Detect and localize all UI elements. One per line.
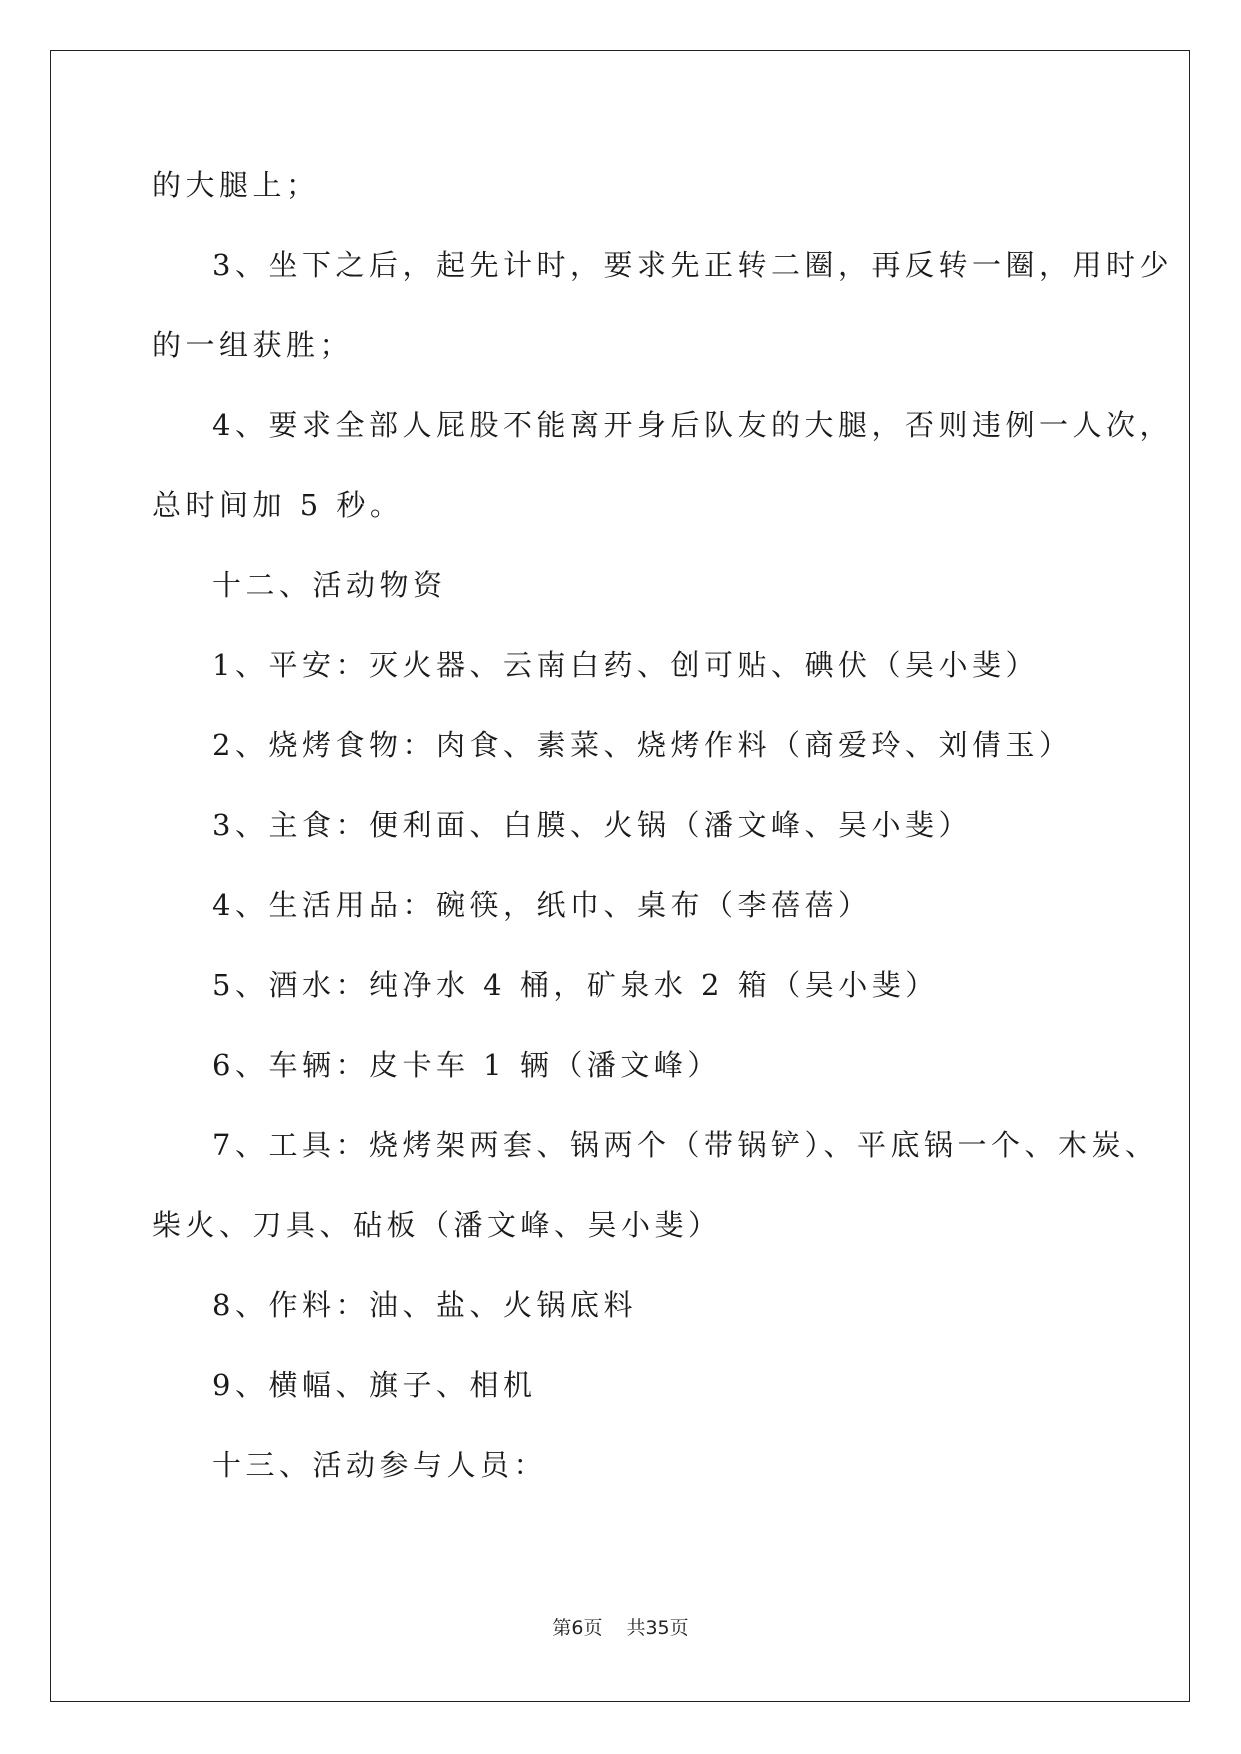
text-line: 8、作料：油、盐、火锅底料 (212, 1288, 637, 1322)
text-line: 4、生活用品：碗筷，纸巾、桌布（李蓓蓓） (212, 888, 872, 922)
text-line: 9、横幅、旗子、相机 (212, 1368, 537, 1402)
text-line: 7、工具：烧烤架两套、锅两个（带锅铲）、平底锅一个、木炭、 (212, 1128, 1159, 1162)
text-line: 的大腿上； (152, 168, 320, 202)
footer-total-prefix: 共 (626, 1617, 646, 1639)
text-line: 3、坐下之后，起先计时，要求先正转二圈，再反转一圈，用时少 (212, 248, 1173, 282)
footer-page-number: 6 (571, 1617, 584, 1639)
text-line: 3、主食：便利面、白膜、火锅（潘文峰、吴小斐） (212, 808, 972, 842)
text-line: 4、要求全部人屁股不能离开身后队友的大腿，否则违例一人次， (212, 408, 1173, 442)
text-line: 2、烧烤食物：肉食、素菜、烧烤作料（商爱玲、刘倩玉） (212, 728, 1073, 762)
text-line: 6、车辆：皮卡车 1 辆（潘文峰） (212, 1048, 721, 1082)
footer-page-prefix: 第 (552, 1617, 572, 1639)
section-heading: 十三、活动参与人员： (212, 1448, 548, 1482)
text-line: 总时间加 5 秒。 (152, 488, 404, 522)
page-footer (0, 1616, 1241, 1640)
section-heading: 十二、活动物资 (212, 568, 447, 602)
text-line: 1、平安：灭火器、云南白药、创可贴、碘伏（吴小斐） (212, 648, 1039, 682)
footer-page-suffix: 页 (583, 1617, 603, 1639)
text-line: 5、酒水：纯净水 4 桶，矿泉水 2 箱（吴小斐） (212, 968, 939, 1002)
footer-total-suffix: 页 (669, 1617, 689, 1639)
footer-total-pages: 35 (645, 1617, 670, 1639)
text-line: 柴火、刀具、砧板（潘文峰、吴小斐） (152, 1208, 722, 1242)
text-line: 的一组获胜； (152, 328, 354, 362)
